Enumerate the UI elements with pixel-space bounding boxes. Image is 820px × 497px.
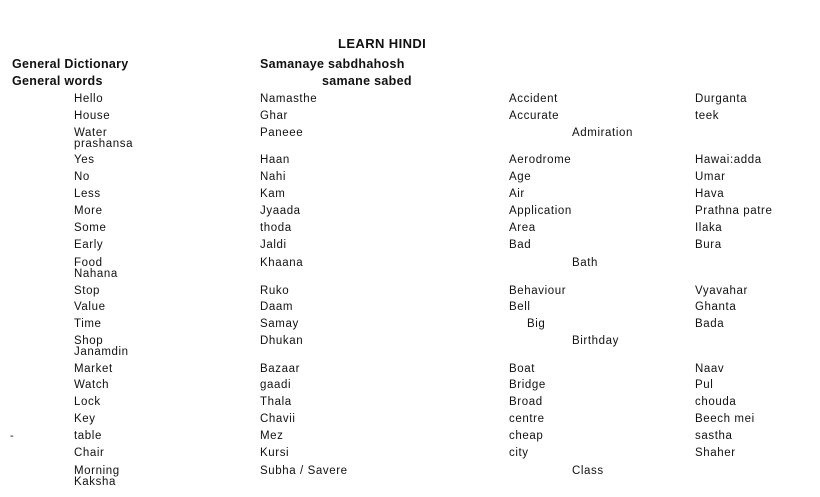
english-word-cell: Accurate — [509, 110, 560, 122]
hindi-word-cell: Pul — [695, 379, 714, 391]
hindi-word-cell: Bazaar — [260, 363, 301, 375]
hindi-word-cell: Hawai:adda — [695, 154, 762, 166]
english-word-cell: Early — [74, 239, 104, 251]
english-word-cell: Janamdin — [74, 346, 129, 358]
hindi-word-cell: Nahi — [260, 171, 287, 183]
english-word-cell: No — [74, 171, 90, 183]
hindi-word-cell: Mez — [260, 430, 284, 442]
english-word-cell: Application — [509, 205, 572, 217]
english-word-cell: Accident — [509, 93, 558, 105]
english-word-cell: More — [74, 205, 103, 217]
hindi-word-cell: Namasthe — [260, 93, 318, 105]
hindi-word-cell: Jaldi — [260, 239, 287, 251]
english-word-cell: prashansa — [74, 138, 134, 150]
english-word-cell: Watch — [74, 379, 110, 391]
english-word-cell: Chair — [74, 447, 105, 459]
english-word-cell: Admiration — [572, 127, 633, 139]
hindi-word-cell: Bura — [695, 239, 722, 251]
english-word-cell: Morning — [74, 465, 120, 477]
english-word-cell: Water — [74, 127, 108, 139]
english-word-cell: Birthday — [572, 335, 619, 347]
english-word-cell: city — [509, 447, 529, 459]
hindi-word-cell: Naav — [695, 363, 725, 375]
hindi-word-cell: Shaher — [695, 447, 736, 459]
english-word-cell: Market — [74, 363, 113, 375]
hindi-word-cell: Jyaada — [260, 205, 301, 217]
hindi-word-cell: Beech mei — [695, 413, 755, 425]
hindi-word-cell: Ghanta — [695, 301, 737, 313]
stray-mark: - — [10, 430, 14, 442]
hindi-word-cell: Samay — [260, 318, 299, 330]
english-word-cell: Value — [74, 301, 106, 313]
english-word-cell: centre — [509, 413, 545, 425]
english-word-cell: table — [74, 430, 102, 442]
english-word-cell: Bell — [509, 301, 531, 313]
header-samanaye-sabdhahosh: Samanaye sabdhahosh — [260, 57, 405, 71]
english-word-cell: Yes — [74, 154, 95, 166]
header-samane-sabed: samane sabed — [322, 74, 412, 88]
hindi-word-cell: Chavii — [260, 413, 296, 425]
english-word-cell: Kaksha — [74, 476, 116, 488]
english-word-cell: Key — [74, 413, 96, 425]
english-word-cell: Hello — [74, 93, 104, 105]
hindi-word-cell: Bada — [695, 318, 725, 330]
english-word-cell: Some — [74, 222, 107, 234]
hindi-word-cell: teek — [695, 110, 720, 122]
english-word-cell: Shop — [74, 335, 104, 347]
hindi-word-cell: Dhukan — [260, 335, 304, 347]
english-word-cell: Nahana — [74, 268, 118, 280]
hindi-word-cell: Haan — [260, 154, 290, 166]
hindi-word-cell: Durganta — [695, 93, 748, 105]
english-word-cell: Bridge — [509, 379, 546, 391]
page-title: LEARN HINDI — [338, 36, 427, 51]
english-word-cell: Bath — [572, 257, 599, 269]
hindi-word-cell: Umar — [695, 171, 726, 183]
header-general-words: General words — [12, 74, 103, 88]
english-word-cell: Class — [572, 465, 604, 477]
english-word-cell: Less — [74, 188, 101, 200]
header-general-dictionary: General Dictionary — [12, 57, 129, 71]
english-word-cell: Food — [74, 257, 103, 269]
english-word-cell: House — [74, 110, 111, 122]
english-word-cell: Behaviour — [509, 285, 567, 297]
hindi-word-cell: Daam — [260, 301, 294, 313]
english-word-cell: Bad — [509, 239, 532, 251]
hindi-word-cell: Vyavahar — [695, 285, 748, 297]
english-word-cell: cheap — [509, 430, 544, 442]
hindi-word-cell: Thala — [260, 396, 292, 408]
english-word-cell: Big — [527, 318, 546, 330]
english-word-cell: Boat — [509, 363, 536, 375]
hindi-word-cell: Hava — [695, 188, 725, 200]
hindi-word-cell: Ilaka — [695, 222, 723, 234]
hindi-word-cell: thoda — [260, 222, 292, 234]
hindi-word-cell: Paneee — [260, 127, 304, 139]
hindi-word-cell: sastha — [695, 430, 733, 442]
hindi-word-cell: chouda — [695, 396, 737, 408]
hindi-word-cell: Prathna patre — [695, 205, 773, 217]
hindi-word-cell: Khaana — [260, 257, 304, 269]
hindi-word-cell: gaadi — [260, 379, 292, 391]
hindi-word-cell: Ghar — [260, 110, 288, 122]
hindi-word-cell: Kursi — [260, 447, 290, 459]
english-word-cell: Broad — [509, 396, 543, 408]
english-word-cell: Age — [509, 171, 532, 183]
english-word-cell: Air — [509, 188, 525, 200]
english-word-cell: Lock — [74, 396, 101, 408]
hindi-word-cell: Subha / Savere — [260, 465, 348, 477]
hindi-word-cell: Kam — [260, 188, 286, 200]
english-word-cell: Stop — [74, 285, 101, 297]
english-word-cell: Area — [509, 222, 536, 234]
english-word-cell: Aerodrome — [509, 154, 572, 166]
english-word-cell: Time — [74, 318, 102, 330]
hindi-word-cell: Ruko — [260, 285, 290, 297]
